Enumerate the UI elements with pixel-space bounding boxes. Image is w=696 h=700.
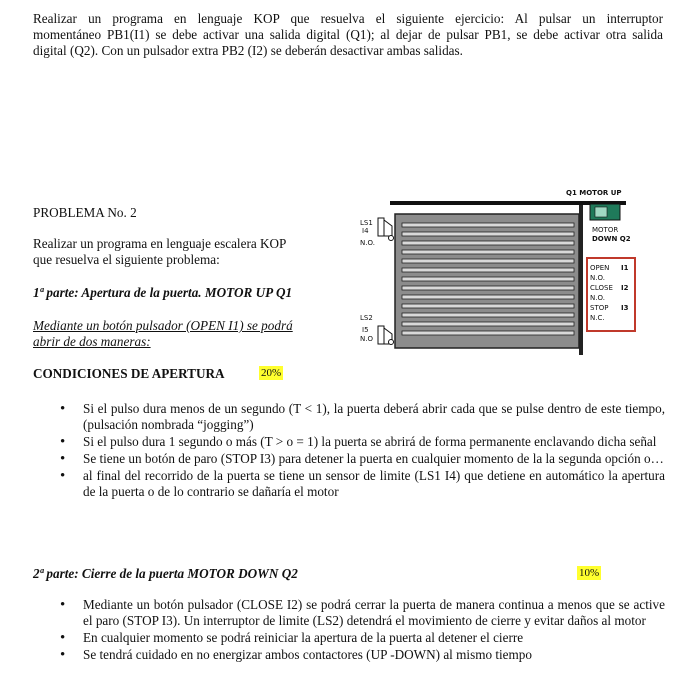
list-item: • Se tendrá cuidado en no energizar ambos contactores (UP -DOWN) al mismo tiempo: [57, 647, 665, 663]
method-line-2: abrir de dos maneras:: [33, 334, 151, 349]
garage-door-diagram: [340, 186, 670, 362]
method-line-1: Mediante un botón pulsador (OPEN I1) se podrá: [33, 318, 293, 333]
ls2-switch-icon: [378, 326, 394, 345]
open-label: OPEN: [590, 264, 610, 272]
ls2-type: N.O: [360, 335, 373, 343]
stop-input: I3: [621, 304, 629, 312]
opening-conditions-title: CONDICIONES DE APERTURA: [33, 366, 225, 381]
motor-label: MOTOR: [592, 226, 619, 234]
list-item: • Si el pulso dura menos de un segundo (T < 1), la puerta deberá abrir cada que se pulse dentro de este tiempo, (pulsación nombrada “jogging”): [57, 401, 665, 433]
door-post: [579, 205, 583, 355]
door-drawing: [340, 186, 670, 362]
ls2-name: LS2: [360, 314, 373, 322]
open-input: I1: [621, 264, 629, 272]
intro-line-2: momentáneo PB1(I1) se debe activar una salida digital (Q1); al dejar de pulsar PB1, se debe activar otra salida: [33, 27, 663, 42]
stop-label: STOP: [590, 304, 609, 312]
closing-conditions-list: [57, 597, 665, 664]
ls1-input: I4: [362, 227, 369, 235]
ls1-switch-icon: [378, 218, 394, 241]
close-input: I2: [621, 284, 629, 292]
intro-line-3: digital (Q2). Con un pulsador extra PB2 (I2) se deberán desactivar ambas salidas.: [33, 43, 463, 58]
closing-weight-badge: 10%: [579, 567, 600, 579]
list-item: • En cualquier momento se podrá reiniciar la apertura de la puerta al detener el cierre: [57, 630, 665, 646]
stop-type: N.C.: [590, 314, 605, 322]
problem-description-1: Realizar un programa en lenguaje escalera KOP: [33, 236, 287, 251]
list-item: • Mediante un botón pulsador (CLOSE I2) se podrá cerrar la puerta de manera continua a menos que se active el paro (STOP I3). Un interruptor de limite (LS2) detendrá el movimiento de cierre y evitar daños al motor: [57, 597, 665, 629]
list-item: • Se tiene un botón de paro (STOP I3) para detener la puerta en cualquier momento de la la segunda opción o…: [57, 451, 665, 467]
intro-line-1: Realizar un programa en lenguaje KOP que resuelva el siguiente ejercicio: Al pulsar un interruptor: [33, 11, 663, 26]
part1-heading: 1ª parte: Apertura de la puerta. MOTOR UP Q1: [33, 285, 293, 300]
ls1-type: N.O.: [360, 239, 375, 247]
opening-weight-badge: 20%: [261, 367, 282, 379]
problem-title: PROBLEMA No. 2: [33, 205, 137, 220]
open-type: N.O.: [590, 274, 605, 282]
part2-heading: 2ª parte: Cierre de la puerta MOTOR DOWN Q2: [33, 566, 298, 581]
opening-conditions-list: [57, 401, 665, 501]
close-label: CLOSE: [590, 284, 613, 292]
ls2-input: I5: [362, 326, 369, 334]
list-item: • al final del recorrido de la puerta se tiene un sensor de limite (LS1 I4) que detiene en automático la apertura de la puerta o de lo contrario se dañaría el motor: [57, 468, 665, 500]
ls1-name: LS1: [360, 219, 373, 227]
problem-description-2: que resuelva el siguiente problema:: [33, 252, 220, 267]
down-q2-label: DOWN Q2: [592, 235, 631, 243]
list-item: • Si el pulso dura 1 segundo o más (T > o = 1) la puerta se abrirá de forma permanente enclavando dicha señal: [57, 434, 665, 450]
q1-motor-up-label: Q1 MOTOR UP: [566, 189, 622, 197]
close-type: N.O.: [590, 294, 605, 302]
